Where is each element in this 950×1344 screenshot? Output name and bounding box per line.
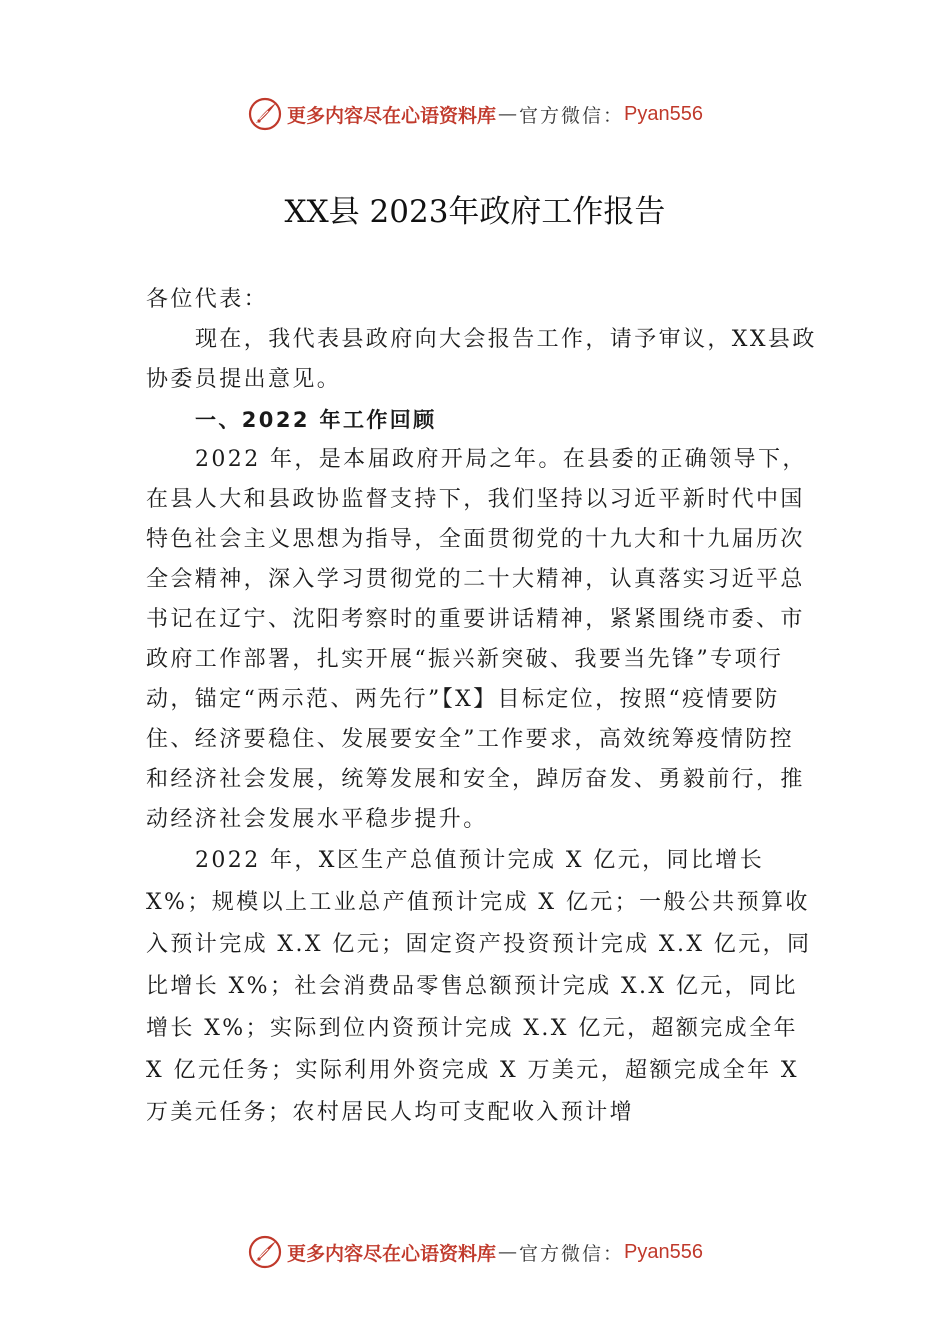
quill-seal-icon: [247, 1234, 283, 1270]
review-paragraph: 2022 年，是本届政府开局之年。在县委的正确领导下，在县人大和县政协监督支持下，我们坚持以习近平新时代中国特色社会主义思想为指导，全面贯彻党的十九大和十九届历次全会精神，深入学习贯彻党的二十大精神，认真落实习近平总书记在辽宁、沈阳考察时的重要讲话精神，紧紧围绕市委、市政府工作部署，扎实开展“振兴新突破、我要当先锋”专项行动，锚定“两示范、两先行”【X】目标定位，按照“疫情要防住、经济要稳住、发展要安全”工作要求，高效统筹疫情防控和经济社会发展，统筹发展和安全，踔厉奋发、勇毅前行，推动经济社会发展水平稳步提升。: [146, 447, 807, 832]
wechat-id: Pyan556: [624, 102, 703, 125]
document-body: [146, 280, 818, 1134]
wechat-label: 官方微信：: [519, 1242, 625, 1265]
wechat-label: 官方微信：: [519, 104, 625, 127]
brand-text: 更多内容尽在心语资料库: [287, 104, 497, 127]
quill-seal-icon: [247, 96, 283, 132]
banner-separator: —: [498, 1241, 518, 1263]
wechat-id: Pyan556: [624, 1240, 703, 1263]
footer-banner: [0, 1232, 950, 1272]
document-title: XX县 2023年政府工作报告: [284, 194, 666, 230]
brand-text: 更多内容尽在心语资料库: [287, 1242, 497, 1265]
section-heading: 一、2022 年工作回顾: [195, 408, 437, 432]
intro-paragraph: 现在，我代表县政府向大会报告工作，请予审议，XX县政协委员提出意见。: [146, 327, 817, 392]
salutation: 各位代表：: [146, 287, 269, 312]
header-banner: [0, 94, 950, 134]
banner-separator: —: [498, 103, 518, 125]
statistics-paragraph: 2022 年，X区生产总值预计完成 X 亿元，同比增长 X%；规模以上工业总产值预计完成 X 亿元；一般公共预算收入预计完成 X.X 亿元；固定资产投资预计完成 X.X 亿元，同比增长 X%；社会消费品零售总额预计完成 X.X 亿元，同比增长 X%；实际到位内资预计完成 X.X 亿元，超额完成全年 X 亿元任务；实际利用外资完成 X 万美元，超额完成全年 X 万美元任务；农村居民人均可支配收入预计增: [146, 848, 812, 1125]
